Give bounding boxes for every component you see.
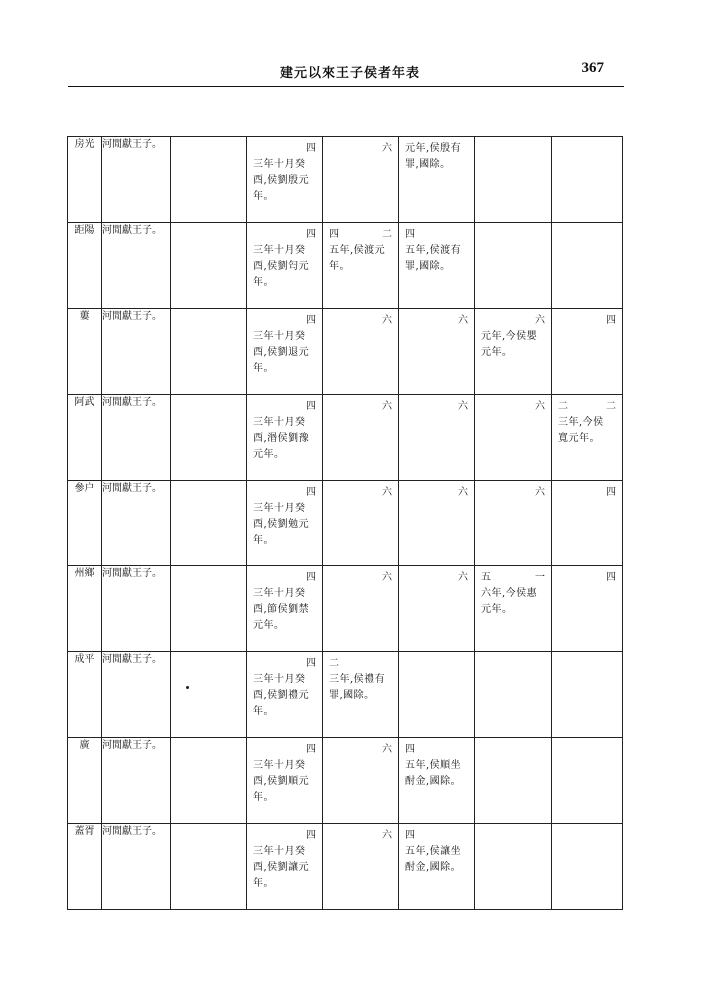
table-row: [68, 738, 623, 824]
period-cell-c7: [552, 137, 623, 223]
period-cell-c4: [323, 652, 399, 738]
empty-cell: [171, 222, 247, 308]
period-cell-c5: [399, 652, 475, 738]
year-count: 六: [382, 486, 392, 498]
period-cell-c3: [247, 738, 323, 824]
year-count: 四: [606, 314, 616, 326]
period-cell-c4: [323, 480, 399, 566]
year-count: 六: [382, 572, 392, 584]
marquis-name: 距陽: [68, 222, 102, 308]
origin-cell: [102, 824, 171, 910]
year-count-right: 一: [535, 572, 545, 584]
period-cell-c5: [399, 308, 475, 394]
table-row: [68, 652, 623, 738]
event-text: 三年十月癸 酉,侯劉殷元 年。: [253, 159, 310, 202]
year-count: 四: [405, 744, 415, 756]
event-text: 三年十月癸 酉,節侯劉禁 元年。: [253, 588, 310, 632]
period-cell-c5: [399, 566, 475, 652]
year-count-left: 二: [558, 400, 568, 412]
period-cell-c4: [323, 137, 399, 223]
empty-cell: [171, 738, 247, 824]
origin-text: 河閒獻王子。: [102, 310, 162, 322]
marquis-name: 廣: [68, 738, 102, 824]
period-cell-c6: [475, 480, 552, 566]
year-count: 六: [382, 400, 392, 412]
period-cell-c5: [399, 824, 475, 910]
table-row: [68, 137, 623, 223]
empty-cell: [171, 394, 247, 480]
period-cell-c6: [475, 566, 552, 652]
period-cell-c3: [247, 308, 323, 394]
year-count: 四: [306, 400, 316, 412]
event-text: 三年,侯禮有 罪,國除。: [329, 674, 386, 702]
year-count: 四: [306, 228, 316, 240]
origin-cell: [102, 738, 171, 824]
period-cell-c6: [475, 308, 552, 394]
event-text: 三年十月癸 酉,侯劉匄元 年。: [253, 244, 310, 288]
marquis-name: 州鄉: [68, 566, 102, 652]
period-cell-c6: [475, 738, 552, 824]
period-cell-c4: [323, 566, 399, 652]
year-count: 二: [329, 658, 339, 670]
origin-text: 河閒獻王子。: [102, 139, 162, 150]
year-count: 四: [306, 658, 316, 670]
marquis-name: 成平: [68, 652, 102, 738]
origin-text: 河閒獻王子。: [102, 826, 162, 837]
marquis-name: 參户: [68, 480, 102, 566]
year-count: 四: [606, 486, 616, 498]
genealogy-table: [67, 136, 623, 910]
period-cell-c6: [475, 652, 552, 738]
period-cell-c3: [247, 566, 323, 652]
period-cell-c4: [323, 824, 399, 910]
period-cell-c7: [552, 566, 623, 652]
origin-text: 河閒獻王子。: [102, 654, 162, 666]
origin-text: 河閒獻王子。: [102, 740, 162, 752]
period-cell-c3: [247, 137, 323, 223]
marquis-name: 蔞: [68, 308, 102, 394]
origin-cell: [102, 394, 171, 480]
period-cell-c7: [552, 308, 623, 394]
period-cell-c5: [399, 222, 475, 308]
year-count: 六: [458, 486, 468, 498]
period-cell-c4: [323, 738, 399, 824]
event-text: 三年,今侯 寬元年。: [558, 416, 604, 444]
period-cell-c7: [552, 738, 623, 824]
origin-text: 河閒獻王子。: [102, 396, 162, 408]
origin-cell: [102, 566, 171, 652]
table-row: [68, 566, 623, 652]
period-cell-c5: [399, 394, 475, 480]
event-text: 三年十月癸 酉,侯劉順元 年。: [253, 760, 310, 804]
event-text: 三年十月癸 酉,湣侯劉豫 元年。: [253, 416, 310, 460]
empty-cell: [171, 308, 247, 394]
period-cell-c5: [399, 137, 475, 223]
table-row: [68, 480, 623, 566]
origin-cell: [102, 222, 171, 308]
event-text: 三年十月癸 酉,侯劉禮元 年。: [253, 674, 310, 718]
event-text: 三年十月癸 酉,侯劉退元 年。: [253, 330, 310, 374]
empty-cell: [171, 652, 247, 738]
year-count: 四: [306, 572, 316, 584]
year-count: 六: [458, 314, 468, 326]
year-count: 六: [535, 486, 545, 498]
origin-cell: [102, 480, 171, 566]
period-cell-c3: [247, 480, 323, 566]
origin-text: 河閒獻王子。: [102, 224, 162, 236]
empty-cell: [171, 480, 247, 566]
table-row: [68, 222, 623, 308]
empty-cell: [171, 824, 247, 910]
year-count: 六: [382, 314, 392, 326]
period-cell-c7: [552, 480, 623, 566]
year-count: 六: [382, 744, 392, 756]
marquis-name: 阿武: [68, 394, 102, 480]
stray-dot: [186, 686, 189, 689]
event-text: 五年,侯渡有 罪,國除。: [405, 244, 462, 272]
origin-text: 河閒獻王子。: [102, 482, 162, 494]
origin-cell: [102, 137, 171, 223]
year-count: 六: [382, 830, 392, 841]
year-count-right: 二: [606, 400, 616, 412]
period-cell-c4: [323, 308, 399, 394]
year-count: 六: [382, 143, 392, 154]
year-count: 四: [405, 830, 415, 841]
event-text: 六年,今侯惠 元年。: [481, 588, 538, 616]
year-count-left: 五: [481, 572, 491, 584]
event-text: 五年,侯讓坐 酎金,國除。: [405, 846, 462, 873]
table-row: [68, 394, 623, 480]
table-row: [68, 308, 623, 394]
period-cell-c5: [399, 480, 475, 566]
period-cell-c7: [552, 652, 623, 738]
origin-text: 河閒獻王子。: [102, 568, 162, 580]
header-rule: [68, 86, 624, 87]
year-count: 四: [405, 228, 415, 240]
page-number: 367: [581, 60, 604, 76]
origin-cell: [102, 652, 171, 738]
event-text: 三年十月癸 酉,侯劉讓元 年。: [253, 846, 310, 889]
event-text: 元年,侯殷有 罪,國除。: [405, 143, 462, 170]
period-cell-c5: [399, 738, 475, 824]
event-text: 三年十月癸 酉,侯劉勉元 年。: [253, 502, 310, 546]
marquis-name: 房光: [68, 137, 102, 223]
period-cell-c6: [475, 137, 552, 223]
marquis-name: 蓋胥: [68, 824, 102, 910]
year-count: 六: [535, 400, 545, 412]
period-cell-c4: [323, 394, 399, 480]
year-count: 四: [306, 314, 316, 326]
period-cell-c7: [552, 394, 623, 480]
year-count-left: 四: [329, 228, 339, 240]
year-count: 四: [306, 486, 316, 498]
year-count: 四: [606, 572, 616, 584]
period-cell-c6: [475, 394, 552, 480]
period-cell-c3: [247, 824, 323, 910]
event-text: 五年,侯渡元 年。: [329, 244, 386, 272]
period-cell-c3: [247, 394, 323, 480]
empty-cell: [171, 566, 247, 652]
event-text: 元年,今侯嬰 元年。: [481, 330, 538, 358]
year-count: 六: [535, 314, 545, 326]
year-count: 六: [458, 400, 468, 412]
period-cell-c3: [247, 652, 323, 738]
event-text: 五年,侯順坐 酎金,國除。: [405, 760, 462, 788]
period-cell-c6: [475, 824, 552, 910]
table-row: [68, 824, 623, 910]
year-count: 四: [306, 143, 316, 154]
period-cell-c4: [323, 222, 399, 308]
page-header-title: 建元以來王子侯者年表: [279, 66, 420, 81]
year-count: 四: [306, 744, 316, 756]
empty-cell: [171, 137, 247, 223]
period-cell-c3: [247, 222, 323, 308]
year-count-right: 二: [382, 228, 392, 240]
period-cell-c7: [552, 824, 623, 910]
year-count: 六: [458, 572, 468, 584]
year-count: 四: [306, 830, 316, 841]
period-cell-c6: [475, 222, 552, 308]
period-cell-c7: [552, 222, 623, 308]
origin-cell: [102, 308, 171, 394]
